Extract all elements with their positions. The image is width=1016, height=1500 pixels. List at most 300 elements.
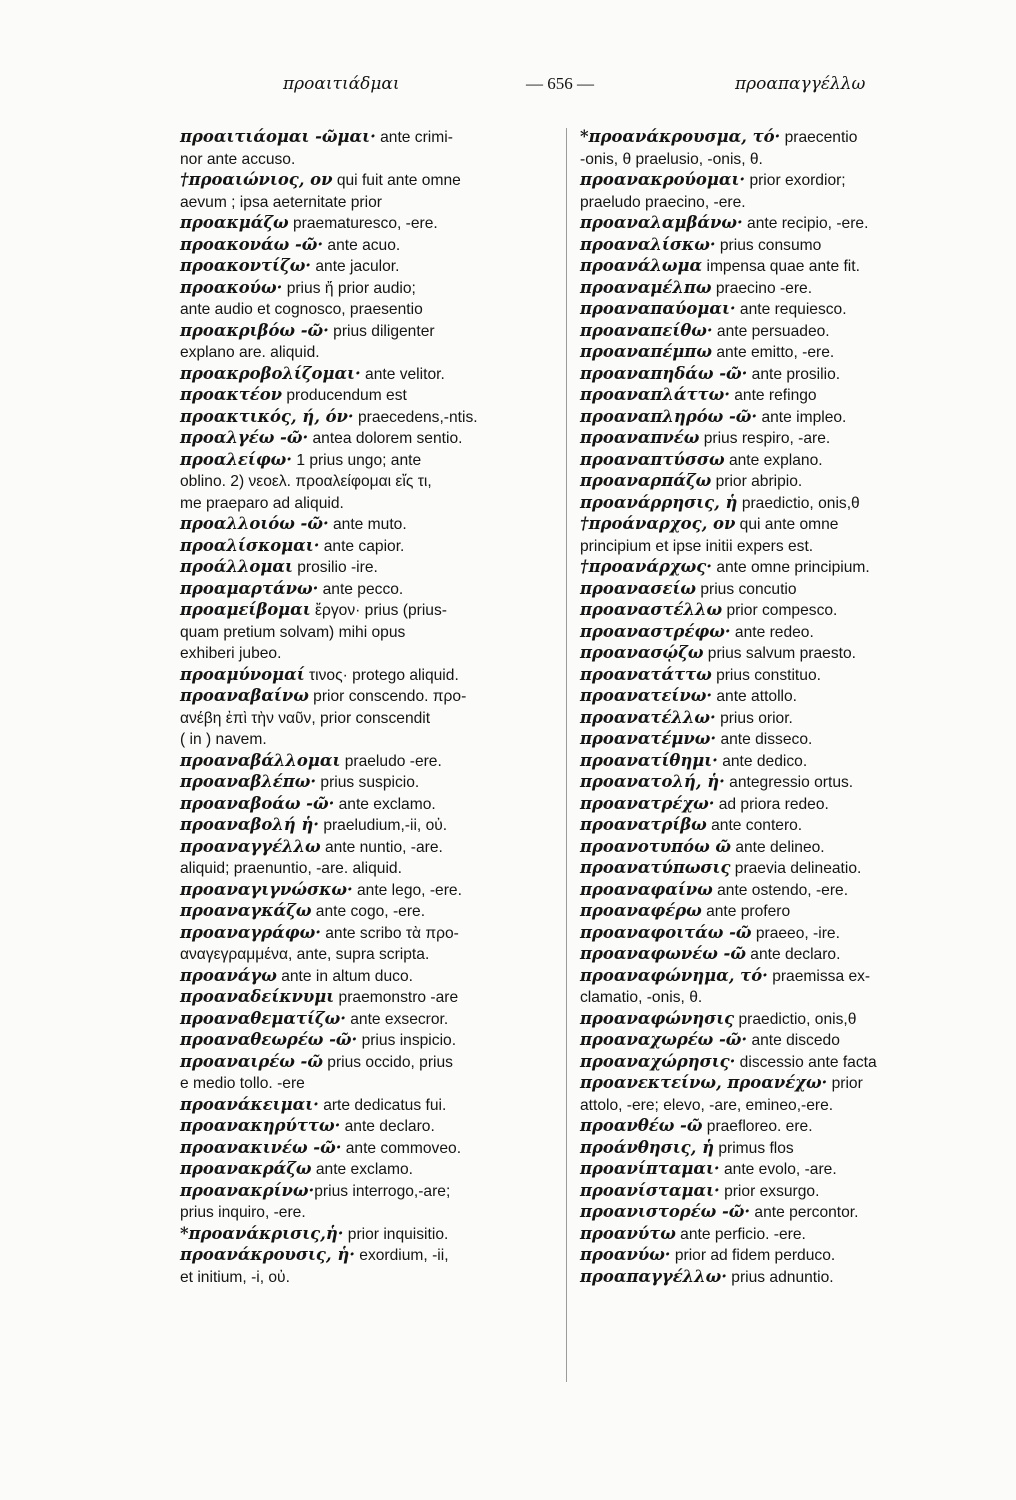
dictionary-entry-line (580, 922, 980, 944)
dictionary-entry-line (580, 320, 980, 342)
definition-text: ante jaculor. (311, 258, 400, 275)
definition-text: ante declaro. (745, 946, 841, 963)
headword: †προάναρχος, ον (580, 514, 736, 533)
definition-text: prius adnuntio. (726, 1268, 834, 1286)
dictionary-entry-line (580, 277, 980, 299)
definition-text: prius interrogo,-are; (314, 1182, 451, 1200)
definition-text: exordium, -ii, (354, 1247, 449, 1264)
dictionary-entry-line (580, 1115, 980, 1137)
definition-text: quam pretium solvam) mihi opus (180, 623, 406, 641)
dictionary-entry-line (580, 599, 980, 621)
dictionary-entry-line (580, 879, 980, 901)
headword: προαναπληρόω -ῶ· (580, 406, 758, 426)
definition-text: e medio tollo. -ere (180, 1075, 305, 1092)
definition-text: nor ante accuso. (180, 150, 296, 168)
running-head-right: προαπαγγέλλω (735, 74, 866, 94)
headword: προανακρίνω· (180, 1180, 315, 1200)
definition-text: ante commoveo. (341, 1139, 462, 1157)
definition-text: ante exclamo. (311, 1161, 413, 1178)
dictionary-entry-line (580, 578, 980, 600)
dictionary-entry-line (180, 1008, 558, 1030)
headword: προανακηρύττω· (180, 1116, 341, 1135)
headword: προαναμέλπω (580, 277, 712, 297)
definition-text: ante velitor. (360, 365, 445, 383)
headword: προανθέω -ῶ (580, 1116, 703, 1135)
definition-text: praemissa ex- (767, 967, 871, 985)
definition-text: ante profero (701, 903, 791, 920)
headword: προακτέον (180, 385, 283, 404)
dictionary-entry-line (580, 169, 980, 191)
dictionary-entry-line (580, 750, 980, 772)
definition-text: ante redeo. (730, 623, 814, 641)
dictionary-entry-line (180, 599, 558, 621)
headword: προανακρούομαι· (580, 170, 746, 189)
definition-text: ante requiesco. (735, 301, 847, 318)
headword: προανατείνω· (580, 686, 713, 705)
definition-text: ante scribo τὰ προ- (320, 924, 459, 942)
headword: προανατέλλω· (580, 707, 716, 727)
dictionary-entry-line (580, 900, 980, 922)
dictionary-entry-line (180, 169, 558, 191)
dictionary-entry-line (580, 707, 980, 729)
definition-text: aliquid; praenuntio, -are. aliquid. (180, 860, 402, 877)
dictionary-entry-line (180, 363, 558, 385)
definition-text: ante exsecror. (345, 1010, 449, 1028)
headword: προανύτω (580, 1223, 676, 1243)
headword: προανάκειμαι· (180, 1094, 319, 1114)
definition-text: ante omne principium. (711, 559, 870, 576)
headword: προαναπλάττω· (580, 385, 730, 404)
headword: προανακράζω (180, 1159, 312, 1178)
dictionary-entry-line (580, 814, 980, 836)
definition-text: antegressio ortus. (724, 774, 854, 791)
headword: προανάλωμα (580, 256, 703, 275)
definition-text: praecedens,-ntis. (353, 408, 478, 426)
dictionary-entry-line (580, 341, 980, 363)
headword: προαναφωνέω -ῶ (580, 944, 746, 963)
dictionary-entry-line (580, 664, 980, 686)
headword: προαναφώνησις (580, 1008, 735, 1028)
definition-text: exhiberi jubeo. (180, 645, 282, 662)
definition-text: prior (827, 1075, 863, 1092)
headword: προαναλαμβάνω· (580, 213, 743, 232)
definition-text: ἔργον· prius (prius- (310, 602, 447, 619)
headword: προαναχωρέω -ῶ· (580, 1030, 748, 1049)
headword: προανασείω (580, 578, 697, 598)
definition-text: ante muto. (328, 516, 407, 533)
dictionary-entry-line (180, 384, 558, 406)
dictionary-continuation-line (180, 707, 558, 729)
headword: προαναπτύσσω (580, 449, 725, 469)
dictionary-entry-line (580, 621, 980, 643)
definition-text: ανέβη ἐπὶ τὴν ναῦν, prior conscendit (180, 709, 431, 727)
definition-text: ante audio et cognosco, praesentio (180, 301, 423, 318)
headword: προάνθησις, ἡ (580, 1137, 714, 1157)
definition-text: prior abripio. (711, 473, 803, 490)
definition-text: ante recipio, -ere. (742, 215, 869, 232)
dictionary-entry-line (580, 126, 980, 148)
headword: προαναγιγνώσκω· (180, 879, 353, 899)
dictionary-entry-line (180, 922, 558, 944)
definition-text: ante discedo (747, 1032, 840, 1049)
dictionary-entry-line (580, 685, 980, 707)
definition-text: ante dedico. (717, 752, 808, 770)
dictionary-entry-line (580, 406, 980, 428)
dictionary-entry-line (180, 427, 558, 449)
definition-text: prior inquisitio. (343, 1225, 449, 1243)
dictionary-entry-line (580, 857, 980, 879)
definition-text: praematuresco, -ere. (288, 215, 438, 232)
dictionary-entry-line (580, 943, 980, 965)
definition-text: prius consumo (715, 236, 822, 254)
definition-text: me praeparo ad aliquid. (180, 494, 344, 512)
dictionary-entry-line (180, 535, 558, 557)
definition-text: praedictio, onis,θ (737, 494, 860, 512)
headword: προανάρρησις, ἡ (580, 492, 738, 512)
definition-text: praefloreo. ere. (702, 1118, 813, 1135)
definition-text: ante attollo. (712, 688, 798, 705)
dictionary-entry-line (580, 1266, 980, 1288)
definition-text: prior ad fidem perduco. (670, 1247, 836, 1264)
dictionary-continuation-line (180, 1072, 558, 1094)
dictionary-entry-line (580, 965, 980, 987)
dictionary-entry-line (180, 1051, 558, 1073)
headword: προανιστορέω -ῶ· (580, 1202, 751, 1221)
headword: προανατρίβω (580, 815, 707, 834)
headword: προανύω· (580, 1245, 671, 1264)
definition-text: praedictio, onis,θ (734, 1010, 857, 1028)
dictionary-entry-line (180, 406, 558, 428)
definition-text: qui ante omne (735, 516, 839, 533)
dictionary-entry-line (180, 879, 558, 901)
headword: προανατίθημι· (580, 750, 718, 770)
headword: *προανάκρουσμα, τό· (580, 127, 781, 146)
dictionary-continuation-line (180, 298, 558, 320)
dictionary-entry-line (180, 449, 558, 471)
headword: προαναδείκνυμι (180, 987, 335, 1006)
dictionary-entry-line (580, 1072, 980, 1094)
left-column (180, 126, 558, 1287)
headword: προανοτυπόω ῶ (580, 836, 731, 856)
right-column (580, 126, 980, 1287)
headword: προαναβοάω -ῶ· (180, 793, 335, 813)
headword: προακμάζω (180, 213, 289, 232)
definition-text: prius ἤ prior audio; (282, 279, 416, 297)
dictionary-entry-line (580, 793, 980, 815)
headword: προανατάττω (580, 664, 712, 684)
definition-text: clamatio, -onis, θ. (580, 989, 703, 1006)
definition-text: prius inspicio. (357, 1032, 457, 1049)
definition-text: ante nuntio, -are. (320, 838, 443, 856)
dictionary-entry-line (180, 965, 558, 987)
headword: προαναχώρησις· (580, 1051, 736, 1071)
definition-text: praevia delineatio. (730, 860, 862, 877)
dictionary-entry-line (580, 427, 980, 449)
dictionary-entry-line (580, 513, 980, 535)
definition-text: ante evolo, -are. (719, 1161, 837, 1178)
definition-text: prior compesco. (722, 602, 838, 619)
dictionary-continuation-line (180, 470, 558, 492)
dictionary-continuation-line (180, 1266, 558, 1288)
dictionary-continuation-line (180, 943, 558, 965)
dictionary-entry-line (180, 814, 558, 836)
headword: προαιτιάομαι -ῶμαι· (180, 127, 376, 146)
definition-text: qui fuit ante omne (332, 172, 461, 189)
definition-text: 1 prius ungo; ante (291, 451, 422, 469)
headword: προαναλίσκω· (580, 234, 716, 254)
dictionary-entry-line (180, 900, 558, 922)
definition-text: arte dedicatus fui. (318, 1096, 447, 1114)
dictionary-entry-line (580, 298, 980, 320)
dictionary-entry-line (180, 513, 558, 535)
dictionary-continuation-line (580, 191, 980, 213)
dictionary-entry-line (180, 793, 558, 815)
headword: προάλλομαι (180, 557, 293, 576)
definition-text: ante acuo. (323, 236, 401, 254)
dictionary-entry-line (580, 212, 980, 234)
headword: προακοντίζω· (180, 256, 312, 275)
definition-text: primus flos (714, 1139, 794, 1157)
definition-text: ante prosilio. (747, 365, 841, 383)
definition-text: discessio ante facta (735, 1053, 877, 1071)
dictionary-entry-line (580, 836, 980, 858)
dictionary-continuation-line (180, 857, 558, 879)
headword: προαναφοιτάω -ῶ (580, 922, 752, 942)
definition-text: ante cogo, -ere. (311, 903, 426, 920)
definition-text: ante emitto, -ere. (712, 344, 835, 361)
dictionary-entry-line (580, 449, 980, 471)
definition-text: ante percontor. (750, 1204, 859, 1221)
dictionary-continuation-line (180, 728, 558, 750)
dictionary-entry-line (180, 1244, 558, 1266)
dictionary-entry-line (180, 234, 558, 256)
definition-text: prius occido, prius (322, 1053, 453, 1071)
dictionary-entry-line (580, 492, 980, 514)
definition-text: praeeo, -ire. (751, 924, 840, 942)
definition-text: ante perficio. -ere. (675, 1225, 806, 1243)
headword: προαναβολή ἡ· (180, 815, 319, 834)
headword: προακούω· (180, 277, 283, 297)
dictionary-entry-line (580, 728, 980, 750)
headword: προαναθεματίζω· (180, 1008, 346, 1028)
dictionary-entry-line (180, 578, 558, 600)
dictionary-entry-line (580, 1051, 980, 1073)
definition-text: prius respiro, -are. (699, 430, 831, 447)
definition-text: ante explano. (724, 451, 823, 469)
definition-text: ante lego, -ere. (352, 881, 462, 899)
dictionary-entry-line (580, 771, 980, 793)
headword: προανίσταμαι· (580, 1180, 720, 1200)
definition-text: ante declaro. (340, 1118, 435, 1135)
dictionary-entry-line (580, 1223, 980, 1245)
dictionary-entry-line (180, 1180, 558, 1202)
dictionary-entry-line (180, 771, 558, 793)
definition-text: attolo, -ere; elevo, -are, emineo,-ere. (580, 1096, 834, 1114)
headword: προαναβάλλομαι (180, 750, 341, 770)
page-number: — 656 — (526, 74, 594, 93)
definition-text: praecino -ere. (711, 279, 813, 297)
definition-text: ante pecco. (318, 580, 404, 598)
definition-text: principium et ipse initii expers est. (580, 537, 814, 555)
definition-text: ante contero. (706, 817, 803, 834)
definition-text: prior exordior; (745, 172, 846, 189)
dictionary-continuation-line (180, 341, 558, 363)
definition-text: prius concutio (696, 580, 797, 598)
headword: προαναρπάζω (580, 471, 712, 490)
headword: προακροβολίζομαι· (180, 363, 361, 383)
dictionary-entry-line (580, 384, 980, 406)
headword: προαλγέω -ῶ· (180, 428, 309, 447)
dictionary-entry-line (580, 556, 980, 578)
dictionary-entry-line (180, 685, 558, 707)
headword: προαναφέρω (580, 901, 702, 920)
dictionary-entry-line (180, 1029, 558, 1051)
definition-text: impensa quae ante fit. (702, 258, 860, 275)
dictionary-entry-line (580, 1180, 980, 1202)
dictionary-entry-line (180, 1137, 558, 1159)
headword: προαναθεωρέω -ῶ· (180, 1030, 358, 1049)
dictionary-continuation-line (580, 535, 980, 557)
dictionary-entry-line (180, 1094, 558, 1116)
headword: προαναβλέπω· (180, 772, 317, 791)
definition-text: praeludium,-ii, οὐ. (318, 817, 448, 834)
dictionary-continuation-line (180, 1201, 558, 1223)
dictionary-entry-line (580, 1158, 980, 1180)
dictionary-entry-line (180, 556, 558, 578)
headword: προαναβαίνω (180, 686, 309, 705)
headword: προανάγω (180, 965, 277, 985)
definition-text: et initium, -i, οὐ. (180, 1268, 290, 1286)
headword: †προανάρχως· (580, 557, 712, 576)
definition-text: αναγεγραμμένα, ante, supra scripta. (180, 946, 430, 963)
definition-text: oblino. 2) νεοελ. προαλείφομαι εἴς τι, (180, 473, 432, 490)
definition-text: ante crimi- (375, 129, 453, 146)
dictionary-entry-line (580, 234, 980, 256)
definition-text: praeludo praecino, -ere. (580, 193, 746, 211)
definition-text: τινος· protego aliquid. (304, 666, 459, 684)
headword: προαναπείθω· (580, 320, 713, 340)
headword: προακτικός, ή, όν· (180, 406, 354, 426)
definition-text: prius suspicio. (316, 774, 420, 791)
definition-text: -onis, θ praelusio, -onis, θ. (580, 150, 763, 168)
dictionary-entry-line (180, 750, 558, 772)
definition-text: ante delineo. (731, 838, 825, 856)
headword: †προαιώνιος, ον (180, 170, 333, 189)
dictionary-entry-line (580, 363, 980, 385)
headword: προαναπέμπω (580, 342, 712, 361)
headword: προαναιρέω -ῶ (180, 1051, 323, 1071)
definition-text: producendum est (282, 387, 407, 404)
headword: προανατύπωσις (580, 858, 731, 877)
dictionary-entry-line (180, 126, 558, 148)
dictionary-entry-line (180, 1115, 558, 1137)
definition-text: prior exsurgo. (719, 1182, 820, 1200)
column-divider (566, 128, 567, 1382)
dictionary-continuation-line (180, 492, 558, 514)
definition-text: prior conscendo. προ- (308, 688, 467, 705)
definition-text: ante refingo (729, 387, 817, 404)
dictionary-entry-line (180, 320, 558, 342)
dictionary-continuation-line (580, 1094, 980, 1116)
headword: *προανάκρισις,ἡ· (180, 1223, 344, 1243)
definition-text: prius diligenter (328, 322, 435, 340)
definition-text: ante impleo. (757, 408, 847, 426)
headword: προανατολή, ἡ· (580, 772, 725, 791)
definition-text: antea dolorem sentio. (308, 430, 463, 447)
dictionary-continuation-line (580, 986, 980, 1008)
definition-text: ( in ) navem. (180, 731, 267, 748)
headword: προαναπαύομαι· (580, 299, 736, 318)
definition-text: prius salvum praesto. (703, 645, 856, 662)
headword: προαμαρτάνω· (180, 578, 319, 598)
definition-text: ante persuadeo. (712, 322, 830, 340)
headword: προαναγγέλλω (180, 836, 321, 856)
dictionary-entry-line (180, 664, 558, 686)
definition-text: prius orior. (715, 709, 793, 727)
headword: προαπαγγέλλω· (580, 1266, 727, 1286)
definition-text: praemonstro -are (334, 989, 459, 1006)
running-head-left: προαιτιάδμαι (283, 74, 400, 94)
definition-text: praecentio (780, 129, 858, 146)
headword: προακονάω -ῶ· (180, 234, 324, 254)
definition-text: aevum ; ipsa aeternitate prior (180, 193, 382, 211)
dictionary-continuation-line (180, 621, 558, 643)
dictionary-entry-line (580, 1029, 980, 1051)
dictionary-entry-line (580, 642, 980, 664)
dictionary-entry-line (180, 255, 558, 277)
definition-text: ante capior. (319, 537, 405, 555)
dictionary-entry-line (180, 212, 558, 234)
headword: προαλλοιόω -ῶ· (180, 514, 329, 533)
dictionary-entry-line (580, 1201, 980, 1223)
definition-text: ante exclamo. (334, 795, 436, 813)
dictionary-entry-line (180, 986, 558, 1008)
dictionary-entry-line (580, 255, 980, 277)
definition-text: prius inquiro, -ere. (180, 1204, 306, 1221)
headword: προανατέμνω· (580, 729, 717, 748)
headword: προανάκρουσις, ἡ· (180, 1245, 355, 1264)
dictionary-entry-line (580, 1137, 980, 1159)
dictionary-continuation-line (180, 642, 558, 664)
dictionary-entry-line (180, 1223, 558, 1245)
headword: προαναπηδάω -ῶ· (580, 363, 748, 383)
definition-text: prius constituo. (711, 666, 821, 684)
headword: προαναστέλλω (580, 600, 723, 619)
headword: προαμύνομαί (180, 664, 305, 684)
headword: προαναφώνημα, τό· (580, 965, 768, 985)
definition-text: ante ostendo, -ere. (712, 881, 849, 899)
definition-text: explano are. aliquid. (180, 344, 320, 361)
dictionary-entry-line (180, 277, 558, 299)
headword: προαλίσκομαι· (180, 535, 320, 555)
dictionary-continuation-line (580, 148, 980, 170)
headword: προαναστρέφω· (580, 621, 731, 641)
headword: προαναπνέω (580, 428, 700, 447)
headword: προανακινέω -ῶ· (180, 1137, 342, 1157)
headword: προαλείφω· (180, 449, 292, 469)
dictionary-entry-line (180, 1158, 558, 1180)
headword: προαναγκάζω (180, 901, 312, 920)
headword: προαναφαίνω (580, 879, 713, 899)
definition-text: ante in altum duco. (276, 967, 413, 985)
headword: προανασῴζω (580, 643, 704, 662)
definition-text: ante disseco. (716, 731, 813, 748)
headword: προαμείβομαι (180, 600, 311, 619)
definition-text: prosilio -ire. (292, 559, 378, 576)
headword: προακριβόω -ῶ· (180, 320, 329, 340)
headword: προανίπταμαι· (580, 1159, 720, 1178)
definition-text: ad priora redeo. (714, 795, 829, 813)
